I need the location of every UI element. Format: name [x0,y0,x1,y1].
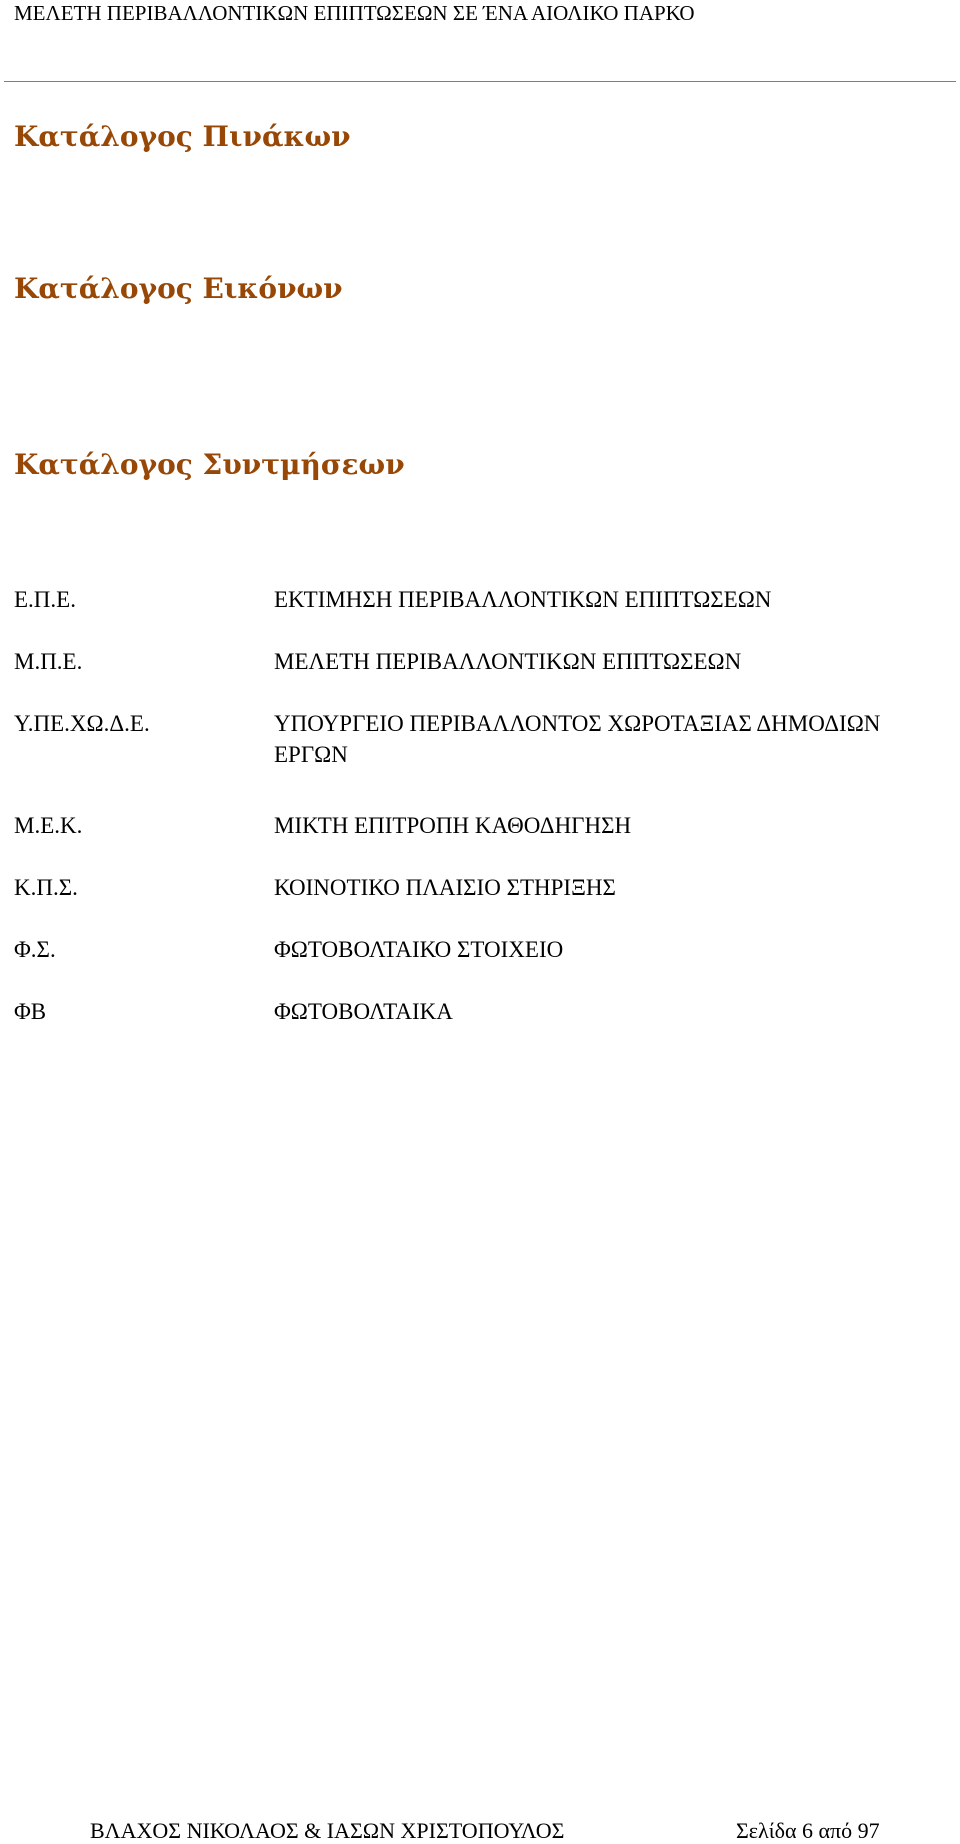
abbreviation-definition: ΜΕΛΕΤΗ ΠΕΡΙΒΑΛΛΟΝΤΙΚΩΝ ΕΠΠΤΩΣΕΩΝ [274,649,742,674]
abbreviation-code: Μ.Π.Ε. [14,649,83,674]
abbreviation-code: ΦΒ [14,999,47,1024]
abbreviation-code: Φ.Σ. [14,937,56,962]
footer-authors: ΒΛΑΧΟΣ ΝΙΚΟΛΑΟΣ & ΙΑΣΩΝ ΧΡΙΣΤΟΠΟΥΛΟΣ [90,1818,565,1843]
list-of-tables-heading: Κατάλογος Πινάκων [14,120,351,153]
abbreviation-code: Κ.Π.Σ. [14,875,78,900]
abbreviation-definition: ΦΩΤΟΒΟΛΤΑΙΚΟ ΣΤΟΙΧΕΙΟ [274,937,564,962]
abbreviation-definition: ΚΟΙΝΟΤΙΚΟ ΠΛΑΙΣΙΟ ΣΤΗΡΙΞΗΣ [274,875,616,900]
running-header: ΜΕΛΕΤΗ ΠΕΡΙΒΑΛΛΟΝΤΙΚΩΝ ΕΠΙΠΤΩΣΕΩΝ ΣΕ ΈΝΑ ΑΙΟΛΙΚΟ ΠΑΡΚΟ [14,1,695,25]
list-of-figures-heading: Κατάλογος Εικόνων [14,272,343,305]
abbreviation-code: Ε.Π.Ε. [14,587,76,612]
abbreviation-definition: ΥΠΟΥΡΓΕΙΟ ΠΕΡΙΒΑΛΛΟΝΤΟΣ ΧΩΡΟΤΑΞΙΑΣ ΔΗΜΟΔΙΩΝ ΕΡΓΩΝ [274,711,881,767]
abbreviation-definition: ΦΩΤΟΒΟΛΤΑΙΚΑ [274,999,453,1024]
footer-page-number: Σελίδα 6 από 97 [736,1818,880,1843]
abbreviation-code: Μ.Ε.Κ. [14,813,83,838]
abbreviation-code: Υ.ΠΕ.ΧΩ.Δ.Ε. [14,711,150,736]
abbreviation-definition: ΜΙΚΤΗ ΕΠΙΤΡΟΠΗ ΚΑΘΟΔΗΓΗΣΗ [274,813,632,838]
list-of-abbreviations-heading: Κατάλογος Συντμήσεων [14,448,405,481]
abbreviation-definition: ΕΚΤΙΜΗΣΗ ΠΕΡΙΒΑΛΛΟΝΤΙΚΩΝ ΕΠΙΠΤΩΣΕΩΝ [274,587,772,612]
